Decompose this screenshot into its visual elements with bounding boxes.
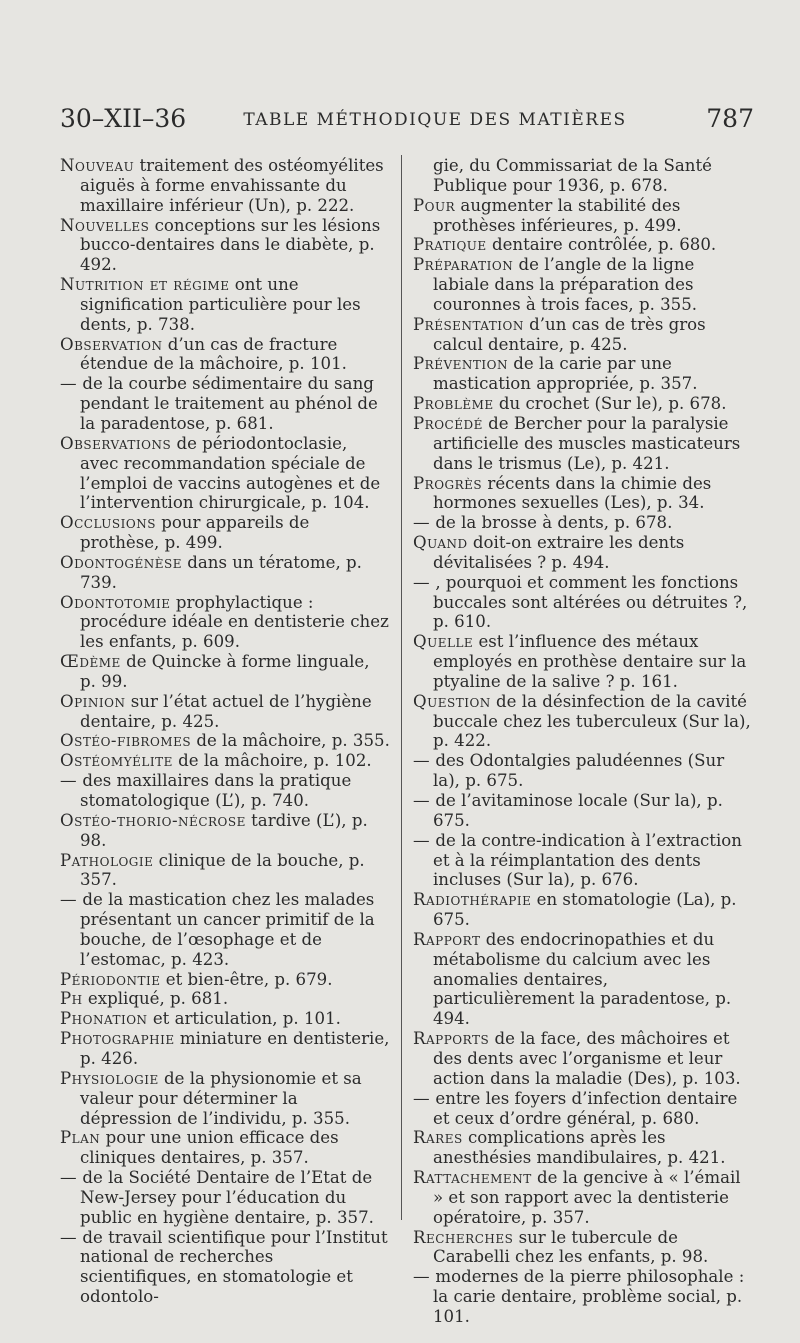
entry-heading: Odontotomie [60,592,171,612]
page-number: 787 [706,104,754,133]
entry-heading: — [413,791,431,810]
entry-heading: Opinion [60,691,126,711]
entry-text: et bien-être, p. 679. [160,969,333,989]
entry-text: et articulation, p. 101. [147,1009,341,1029]
entry-heading: Nouvelles [60,215,150,235]
entry-text: dentaire contrôlée, p. 680. [486,235,717,255]
index-entry [413,1168,753,1228]
entry-text: de la courbe sédimentaire du sang pendant le traitement au phénol de la paradentose, p. 681. [77,374,378,433]
index-entry [60,1069,390,1129]
entry-heading: Nouveau [60,156,135,175]
index-entry [413,1267,753,1327]
entry-text: gie, du Commissariat de la Santé Publique pour 1936, p. 678. [433,156,712,195]
index-entry [60,156,390,216]
entry-text: clinique de la bouche, p. 357. [80,850,365,890]
entry-text: de la face, des mâchoires et des dents avec l’organisme et leur action dans la maladie (Des), p. 103. [433,1029,741,1088]
entry-text: traitement des ostéomyélites aiguës à forme envahissante du maxillaire inférieur (Un), p. 222. [80,156,384,215]
index-entry [413,394,753,414]
page-header [60,104,754,138]
entry-text: modernes de la pierre philosophale : la carie dentaire, problème social, p. 101. [430,1267,745,1326]
entry-heading: Progrès [413,473,483,493]
entry-text: de la mastication chez les malades présentant un cancer primitif de la bouche, de l’œsophage et de l’estomac, p. 423. [77,890,375,969]
entry-heading: Occlusions [60,513,156,533]
entry-text: de Quincke à forme linguale, p. 99. [80,652,370,691]
entry-text: de l’avitaminose locale (Sur la), p. 675. [430,791,723,830]
index-entry [60,970,390,990]
entry-text: pour appareils de prothèse, p. 499. [80,513,310,553]
index-entry [60,374,390,434]
entry-heading: Rares [413,1128,463,1148]
entry-heading: — [413,830,431,850]
entry-heading: — [60,374,78,394]
entry-heading: Pour [413,195,456,215]
index-entry [413,1128,753,1168]
index-entry [60,851,390,891]
entry-text: de la mâchoire, p. 102. [172,751,372,771]
index-entry [60,771,390,811]
left-column [60,156,390,1307]
entry-text: récents dans la chimie des hormones sexuelles (Les), p. 34. [433,473,712,513]
entry-text: de la gencive à « l’émail » et son rapport avec la dentisterie opératoire, p. 357. [433,1168,741,1227]
entry-text: des maxillaires dans la pratique stomatologique (L’), p. 740. [77,771,352,810]
entry-text: miniature en dentisterie, p. 426. [80,1029,390,1068]
entry-heading: Procédé [413,413,483,433]
index-entry [60,1168,390,1228]
entry-text: est l’influence des métaux employés en prothèse dentaire sur la ptyaline de la salive ? p. 161. [433,632,747,691]
entry-text: du crochet (Sur le), p. 678. [493,394,727,414]
issue-date: 30–XII–36 [60,104,187,133]
index-entry [413,235,753,255]
index-entry [413,1089,753,1129]
entry-text: expliqué, p. 681. [82,989,229,1009]
index-entry [60,1228,390,1307]
index-entry [413,831,753,891]
entry-heading: Radiothérapie [413,890,532,910]
index-entry [413,1029,753,1089]
entry-text: de la carie par une mastication appropriée, p. 357. [433,354,698,394]
index-entry [413,573,753,633]
entry-heading: Odontogénèse [60,552,182,572]
index-entry [60,434,390,513]
entry-heading: Prévention [413,354,508,374]
entry-heading: Préparation [413,255,514,275]
entry-heading: Pathologie [60,850,154,870]
entry-text: de la désinfection de la cavité buccale chez les tuberculeux (Sur la), p. 422. [433,691,751,751]
entry-heading: Physiologie [60,1068,159,1088]
index-entry [413,930,753,1029]
entry-text: de la contre-indication à l’extraction et à la réimplantation des dents incluses (Sur la), p. 676. [430,830,742,890]
entry-text: de la physionomie et sa valeur pour déterminer la dépression de l’individu, p. 355. [80,1068,362,1128]
entry-heading: Périodontie [60,969,161,989]
entry-heading: Quelle [413,632,474,652]
entry-heading: Nutrition et régime [60,275,230,295]
index-entry [413,354,753,394]
entry-heading: Ostéo-fibromes [60,731,192,751]
index-entry [413,692,753,752]
entry-heading: — [60,1227,78,1247]
entry-text: doit-on extraire les dents dévitalisées ? p. 494. [433,533,685,572]
entry-heading: — [413,572,431,592]
entry-text: pour une union efficace des cliniques dentaires, p. 357. [80,1128,339,1168]
entry-text: dans un tératome, p. 739. [80,552,362,592]
entry-text: d’un cas de très gros calcul dentaire, p. 425. [433,314,706,354]
entry-text: augmenter la stabilité des prothèses inférieures, p. 499. [433,195,682,235]
entry-heading: — [413,513,431,533]
entry-text: complications après les anesthésies mandibulaires, p. 421. [433,1128,726,1168]
entry-text: de la Société Dentaire de l’Etat de New-Jersey pour l’éducation du public en hygiène dentaire, p. 357. [77,1168,374,1227]
index-entry [60,811,390,851]
entry-heading: Plan [60,1128,101,1148]
entry-text: , pourquoi et comment les fonctions buccales sont altérées ou détruites ?, p. 610. [430,572,748,632]
index-entry [413,533,753,573]
index-entry [60,216,390,276]
index-entry [60,890,390,969]
entry-text: de périodontoclasie, avec recommandation spéciale de l’emploi de vaccins autogènes et de l’intervention chirurgicale, p. 104. [80,433,381,513]
entry-text: des endocrinopathies et du métabolisme du calcium avec les anomalies dentaires, particulièrement la paradentose, p. 494. [433,929,732,1029]
index-entry [413,632,753,692]
index-entry [413,890,753,930]
entry-text: en stomatologie (La), p. 675. [433,890,737,930]
entry-heading: Rapports [413,1029,490,1049]
index-entry [413,414,753,474]
entry-heading: Problème [413,394,494,414]
entry-heading: Observation [60,334,163,354]
index-entry [60,692,390,732]
index-entry [413,255,753,315]
entry-text: sur le tubercule de Carabelli chez les enfants, p. 98. [433,1227,709,1267]
entry-text: de travail scientifique pour l’Institut national de recherches scientifiques, en stomatologie et odontolo- [77,1227,388,1307]
entry-heading: — [413,1267,431,1287]
index-entry [413,196,753,236]
entry-text: ont une signification particulière pour les dents, p. 738. [80,275,361,334]
right-column [413,156,753,1327]
entry-text: des Odontalgies paludéennes (Sur la), p. 675. [430,751,725,791]
index-entry [60,513,390,553]
entry-text: tardive (L’), p. 98. [80,810,368,850]
index-entry [60,335,390,375]
entry-text: entre les foyers d’infection dentaire et ceux d’ordre général, p. 680. [430,1088,738,1128]
column-divider [401,155,402,1220]
index-entry [413,513,753,533]
entry-text: sur l’état actuel de l’hygiène dentaire, p. 425. [80,691,372,731]
index-entry [60,989,390,1009]
index-entry [413,315,753,355]
index-entry [60,1009,390,1029]
entry-heading: — [413,751,431,771]
index-entry [413,1228,753,1268]
entry-heading: — [60,890,78,910]
entry-heading: Pratique [413,235,487,255]
entry-heading: Phonation [60,1009,148,1029]
entry-heading: Ostéomyélite [60,751,173,771]
entry-heading: Photographie [60,1029,175,1049]
entry-heading: — [60,1168,78,1188]
page-title: TABLE MÉTHODIQUE DES MATIÈRES [243,110,627,130]
entry-text: conceptions sur les lésions bucco-dentaires dans le diabète, p. 492. [80,215,381,275]
index-entry [60,1128,390,1168]
entry-text: de la brosse à dents, p. 678. [430,513,673,533]
entry-heading: Présentation [413,314,524,334]
index-entry [413,474,753,514]
entry-text: prophylactique : procédure idéale en dentisterie chez les enfants, p. 609. [80,592,389,652]
index-entry [413,751,753,791]
index-entry [60,593,390,653]
index-entry [60,731,390,751]
entry-heading: Rapport [413,929,481,949]
entry-heading: Ph [60,989,83,1009]
entry-heading: Ostéo-thorio-nécrose [60,810,246,830]
entry-text: d’un cas de fracture étendue de la mâchoire, p. 101. [80,334,347,374]
index-entry [60,751,390,771]
entry-heading: Observations [60,433,172,453]
index-entry [60,553,390,593]
index-entry [60,652,390,692]
entry-heading: Rattachement [413,1168,532,1188]
index-entry [60,275,390,335]
entry-text: de l’angle de la ligne labiale dans la préparation des couronnes à trois faces, p. 355. [433,255,698,314]
index-entry [60,1029,390,1069]
entry-heading: — [60,771,78,791]
entry-heading: Quand [413,533,468,553]
entry-text: de la mâchoire, p. 355. [191,731,390,751]
entry-text: de Bercher pour la paralysie artificielle des muscles masticateurs dans le trismus (Le), p. 421. [433,413,741,473]
index-entry [413,156,753,196]
index-entry [413,791,753,831]
entry-heading: Question [413,691,491,711]
entry-heading: — [413,1088,431,1108]
entry-heading: Œdème [60,652,121,672]
entry-heading: Recherches [413,1227,514,1247]
